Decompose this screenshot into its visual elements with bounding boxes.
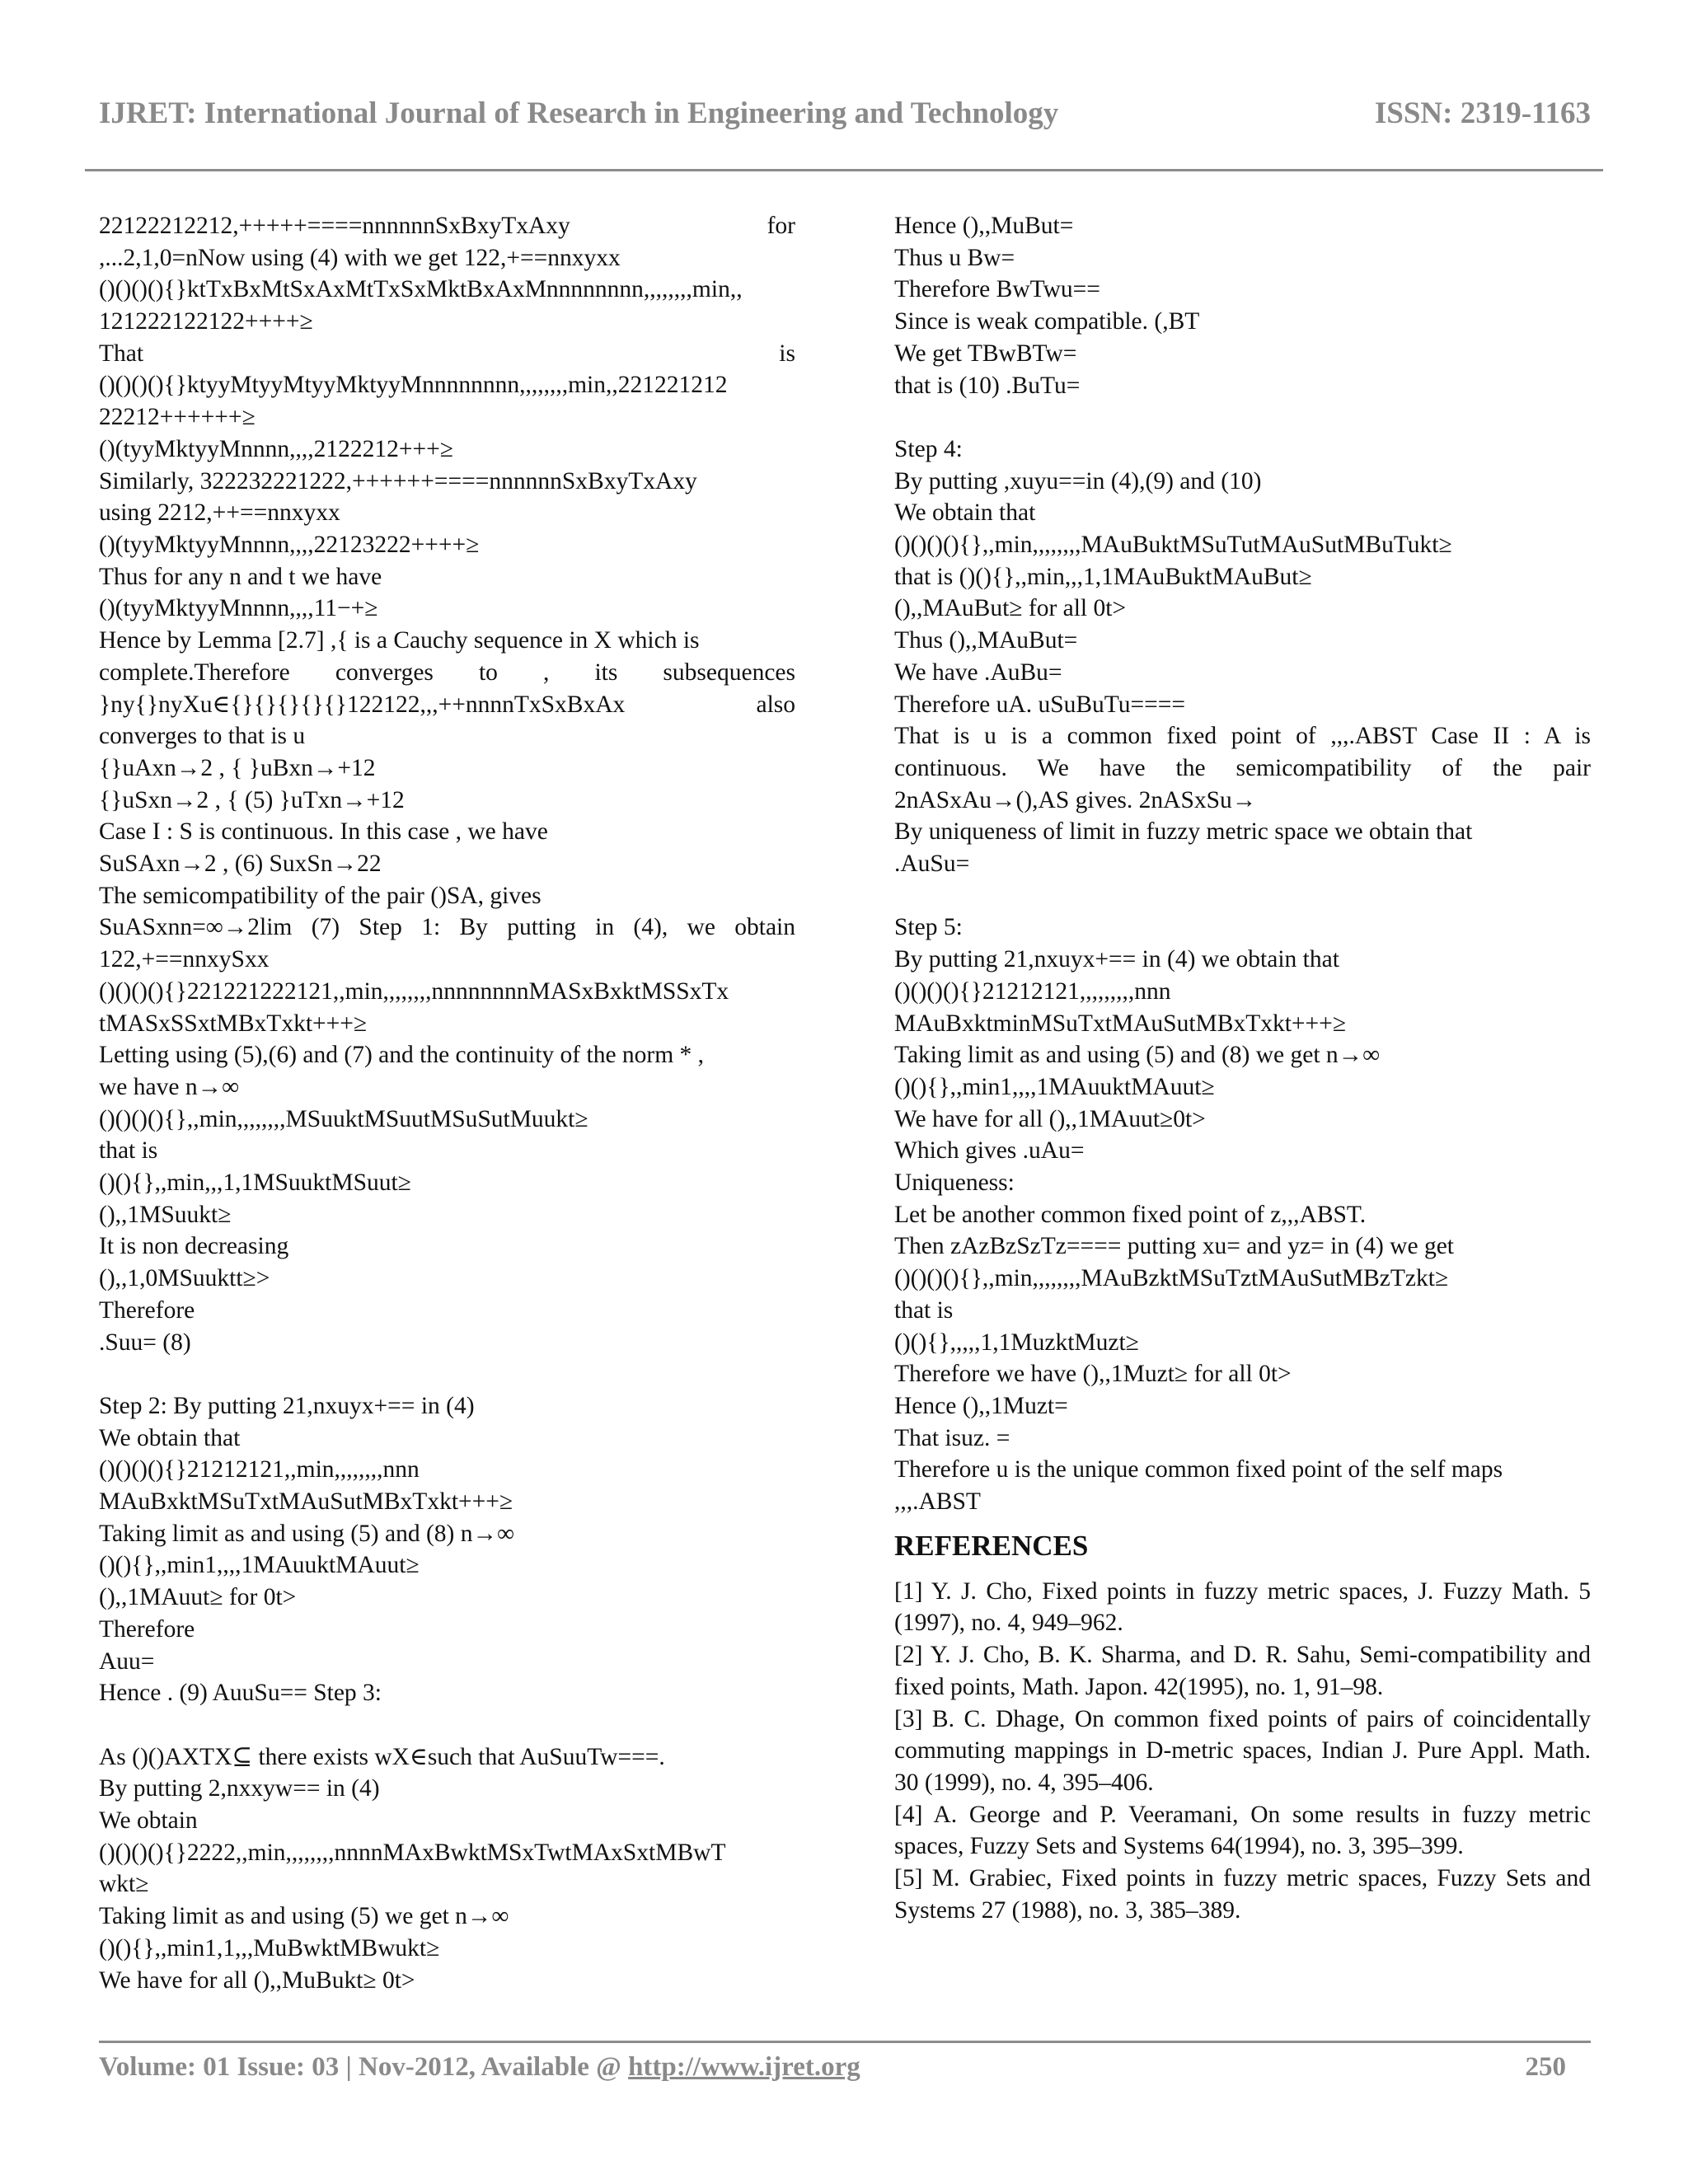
footer-volume <box>99 2052 860 2083</box>
right-column <box>894 210 1591 1927</box>
text-line: 22212++++++≥ <box>99 404 256 431</box>
text-line: (),,MAuBut≥ for all 0t> <box>894 595 1127 622</box>
text-line: Hence by Lemma [2.7] ,{ is a Cauchy sequence in X which is <box>99 627 700 654</box>
page-number: 250 <box>1525 2052 1566 2082</box>
text-line: Taking limit as and using (5) and (8) we get n→∞ <box>894 1042 1381 1069</box>
footer-divider <box>99 2041 1591 2043</box>
text-line: continuous. We have the semicompatibility of the pair <box>894 754 1591 781</box>
text-line: tMASxSSxtMBxTxkt+++≥ <box>99 1010 368 1037</box>
text-line: {}uSxn→2 , { (5) }uTxn→+12 <box>99 786 405 813</box>
text-line: that is <box>99 1137 158 1165</box>
reference-item: [1] Y. J. Cho, Fixed points in fuzzy metric spaces, J. Fuzzy Math. 5 (1997), no. 4, 949–962. <box>894 1577 1591 1637</box>
text-line: Taking limit as and using (5) we get n→∞ <box>99 1903 509 1930</box>
text-line: 122,+==nnxySxx <box>99 946 270 973</box>
footer-volume-text: Volume: 01 Issue: 03 | Nov-2012, Available @ <box>99 2052 629 2082</box>
text-line: ()(){},,min1,1,,,MuBwktMBwukt≥ <box>99 1934 440 1961</box>
text-line: complete.Therefore converges to , its subsequences <box>99 658 795 686</box>
text-line: By putting 2,nxxyw== in (4) <box>99 1775 380 1802</box>
text-line: Step 4: <box>894 435 963 462</box>
text-line: that is <box>894 1296 954 1324</box>
text-line: 2nASxAu→(),AS gives. 2nASxSu→ <box>894 786 1257 813</box>
text-line: Since is weak compatible. (,BT <box>894 308 1200 335</box>
text-line: Therefore <box>99 1296 195 1324</box>
text-line: Case I : S is continuous. In this case , we have <box>99 818 548 846</box>
text-line: Thus for any n and t we have <box>99 563 382 590</box>
text-line: We have for all (),,MuBukt≥ 0t> <box>99 1966 415 1994</box>
text-line: using 2212,++==nnxyxx <box>99 499 340 527</box>
text-line: Hence (),,MuBut= <box>894 213 1074 239</box>
text-line: Hence (),,1Muzt= <box>894 1392 1068 1419</box>
text-line: SuASxnn=∞→2lim (7) Step 1: By putting in (4), we obtain <box>99 914 795 941</box>
text-line <box>99 1358 795 1390</box>
text-line: ()()()(){},,min,,,,,,,,MAuBuktMSuTutMAuSutMBuTukt≥ <box>894 532 1452 559</box>
text-line: The semicompatibility of the pair ()SA, gives <box>99 882 542 909</box>
text-line: ()()()(){}ktyyMtyyMtyyMktyyMnnnnnnnn,,,,,,,,min,,221221212 <box>99 372 728 399</box>
text-line: Step 5: <box>894 914 963 941</box>
text-line: Uniqueness: <box>894 1169 1015 1197</box>
text-line: ()(){},,min1,,,,1MAuuktMAuut≥ <box>894 1073 1215 1100</box>
text-line <box>99 1709 795 1741</box>
text-line: Thus (),,MAuBut= <box>894 627 1078 654</box>
text-line: We have for all (),,1MAuut≥0t> <box>894 1105 1206 1132</box>
reference-item: [2] Y. J. Cho, B. K. Sharma, and D. R. Sahu, Semi-compatibility and fixed points, Math. Japon. 42(1995), no. 1, 91–98. <box>894 1642 1591 1700</box>
text-line: We have .AuBu= <box>894 658 1062 686</box>
text-line <box>894 401 1591 434</box>
text-line: }ny{}nyXu∈{}{}{}{}{}122122,,,++nnnnTxSxBxAx also <box>99 691 795 718</box>
text-line: Thus u Bw= <box>894 244 1015 271</box>
text-line: SuSAxn→2 , (6) SuxSn→22 <box>99 851 382 877</box>
text-line: ()(){},,min,,,1,1MSuuktMSuut≥ <box>99 1169 411 1197</box>
text-line: ,,,.ABST <box>894 1488 981 1516</box>
text-line <box>894 880 1591 912</box>
text-line: that is (10) .BuTu= <box>894 372 1081 399</box>
footer-link[interactable]: http://www.ijret.org <box>628 2052 860 2082</box>
header-divider <box>85 169 1603 171</box>
references-heading: REFERENCES <box>894 1529 1089 1562</box>
text-line: ()(tyyMktyyMnnnn,,,,22123222++++≥ <box>99 532 480 558</box>
reference-item: [4] A. George and P. Veeramani, On some results in fuzzy metric spaces, Fuzzy Sets and Systems 64(1994), no. 3, 395–399. <box>894 1801 1591 1860</box>
text-line: Hence . (9) AuuSu== Step 3: <box>99 1680 382 1707</box>
text-line: ()(tyyMktyyMnnnn,,,,11−+≥ <box>99 595 378 622</box>
text-line: We obtain <box>99 1807 198 1835</box>
text-line: .AuSu= <box>894 851 970 878</box>
text-line: Then zAzBzSzTz==== putting xu= and yz= in (4) we get <box>894 1233 1454 1260</box>
text-line: Therefore we have (),,1Muzt≥ for all 0t> <box>894 1361 1292 1388</box>
text-line: we have n→∞ <box>99 1073 240 1100</box>
text-line: Therefore uA. uSuBuTu==== <box>894 691 1186 718</box>
text-line: That is u is a common fixed point of ,,,.ABST Case II : A is <box>894 723 1591 750</box>
text-line: Therefore BwTwu== <box>894 276 1100 303</box>
text-line: Auu= <box>99 1647 155 1675</box>
text-line: (),,1MAuut≥ for 0t> <box>99 1584 297 1611</box>
text-line: MAuBxktminMSuTxtMAuSutMBxTxkt+++≥ <box>894 1010 1347 1037</box>
reference-item: [3] B. C. Dhage, On common fixed points of pairs of coincidentally commuting mappings in D-metric spaces, Indian J. Pure Appl. Math. 30 (1999), no. 4, 395–406. <box>894 1705 1591 1796</box>
text-line: (),,1MSuukt≥ <box>99 1201 232 1228</box>
text-line: We obtain that <box>894 499 1036 527</box>
text-line: Therefore <box>99 1615 195 1643</box>
text-line: ()()()(){}21212121,,min,,,,,,,,nnn <box>99 1456 420 1483</box>
text-line: wkt≥ <box>99 1871 149 1898</box>
text-line: ()(){},,,,,1,1MuzktMuzt≥ <box>894 1329 1139 1356</box>
text-line: Letting using (5),(6) and (7) and the continuity of the norm * , <box>99 1042 705 1069</box>
text-line: By uniqueness of limit in fuzzy metric space we obtain that <box>894 818 1473 846</box>
text-line: By putting 21,nxuyx+== in (4) we obtain that <box>894 946 1339 973</box>
text-line: Which gives .uAu= <box>894 1137 1085 1165</box>
text-line: Therefore u is the unique common fixed point of the self maps <box>894 1456 1503 1483</box>
text-line: Step 2: By putting 21,nxuyx+== in (4) <box>99 1392 475 1419</box>
text-line: We get TBwBTw= <box>894 340 1077 367</box>
text-line: ()()()(){},,min,,,,,,,,MAuBzktMSuTztMAuSutMBzTzkt≥ <box>894 1265 1449 1292</box>
text-line: 22122212212,+++++====nnnnnnSxBxyTxAxy for <box>99 213 795 239</box>
text-line: {}uAxn→2 , { }uBxn→+12 <box>99 754 376 781</box>
text-line: converges to that is u <box>99 723 306 750</box>
issn-label: ISSN: 2319-1163 <box>1374 96 1591 130</box>
text-line: That isuz. = <box>894 1424 1010 1451</box>
text-line: By putting ,xuyu==in (4),(9) and (10) <box>894 467 1262 494</box>
text-line: ()()()(){}21212121,,,,,,,,,nnn <box>894 977 1171 1005</box>
text-line: MAuBxktMSuTxtMAuSutMBxTxkt+++≥ <box>99 1488 513 1516</box>
text-line: ()()()(){}2222,,min,,,,,,,,nnnnMAxBwktMSxTwtMAxSxtMBwT <box>99 1839 726 1866</box>
right-column-body <box>894 210 1591 1518</box>
text-line: ()()()(){}ktTxBxMtSxAxMtTxSxMktBxAxMnnnnnnnn,,,,,,,,min,, <box>99 276 743 303</box>
text-line: ()()()(){}221221222121,,min,,,,,,,,nnnnnnnnMASxBxktMSSxTx <box>99 977 729 1005</box>
text-line: Let be another common fixed point of z,,,ABST. <box>894 1201 1367 1228</box>
text-line: (),,1,0MSuuktt≥> <box>99 1265 270 1292</box>
text-line: ()()()(){},,min,,,,,,,,MSuuktMSuutMSuSutMuukt≥ <box>99 1105 588 1132</box>
journal-title: IJRET: International Journal of Research in Engineering and Technology <box>99 96 1059 130</box>
text-line: .Suu= (8) <box>99 1329 191 1356</box>
references-list <box>894 1576 1591 1927</box>
text-line: 121222122122++++≥ <box>99 308 313 335</box>
text-line: ()(){},,min1,,,,1MAuuktMAuut≥ <box>99 1552 420 1579</box>
text-line: that is ()(){},,min,,,1,1MAuBuktMAuBut≥ <box>894 563 1312 590</box>
text-line: That is <box>99 340 795 367</box>
page-header <box>99 96 1591 145</box>
text-line: It is non decreasing <box>99 1233 289 1260</box>
text-line: Similarly, 322232221222,++++++====nnnnnnSxBxyTxAxy <box>99 467 697 494</box>
reference-item: [5] M. Grabiec, Fixed points in fuzzy metric spaces, Fuzzy Sets and Systems 27 (1988), no. 3, 385–389. <box>894 1865 1591 1924</box>
text-line: ()(tyyMktyyMnnnn,,,,2122212+++≥ <box>99 435 453 462</box>
text-line: We obtain that <box>99 1424 241 1451</box>
text-line: ,...2,1,0=nNow using (4) with we get 122,+==nnxyxx <box>99 244 621 271</box>
left-column <box>99 210 795 1996</box>
text-line: Taking limit as and using (5) and (8) n→∞ <box>99 1520 514 1547</box>
text-line: As ()()AXTX⊆ there exists wX∈such that AuSuuTw===. <box>99 1743 665 1770</box>
